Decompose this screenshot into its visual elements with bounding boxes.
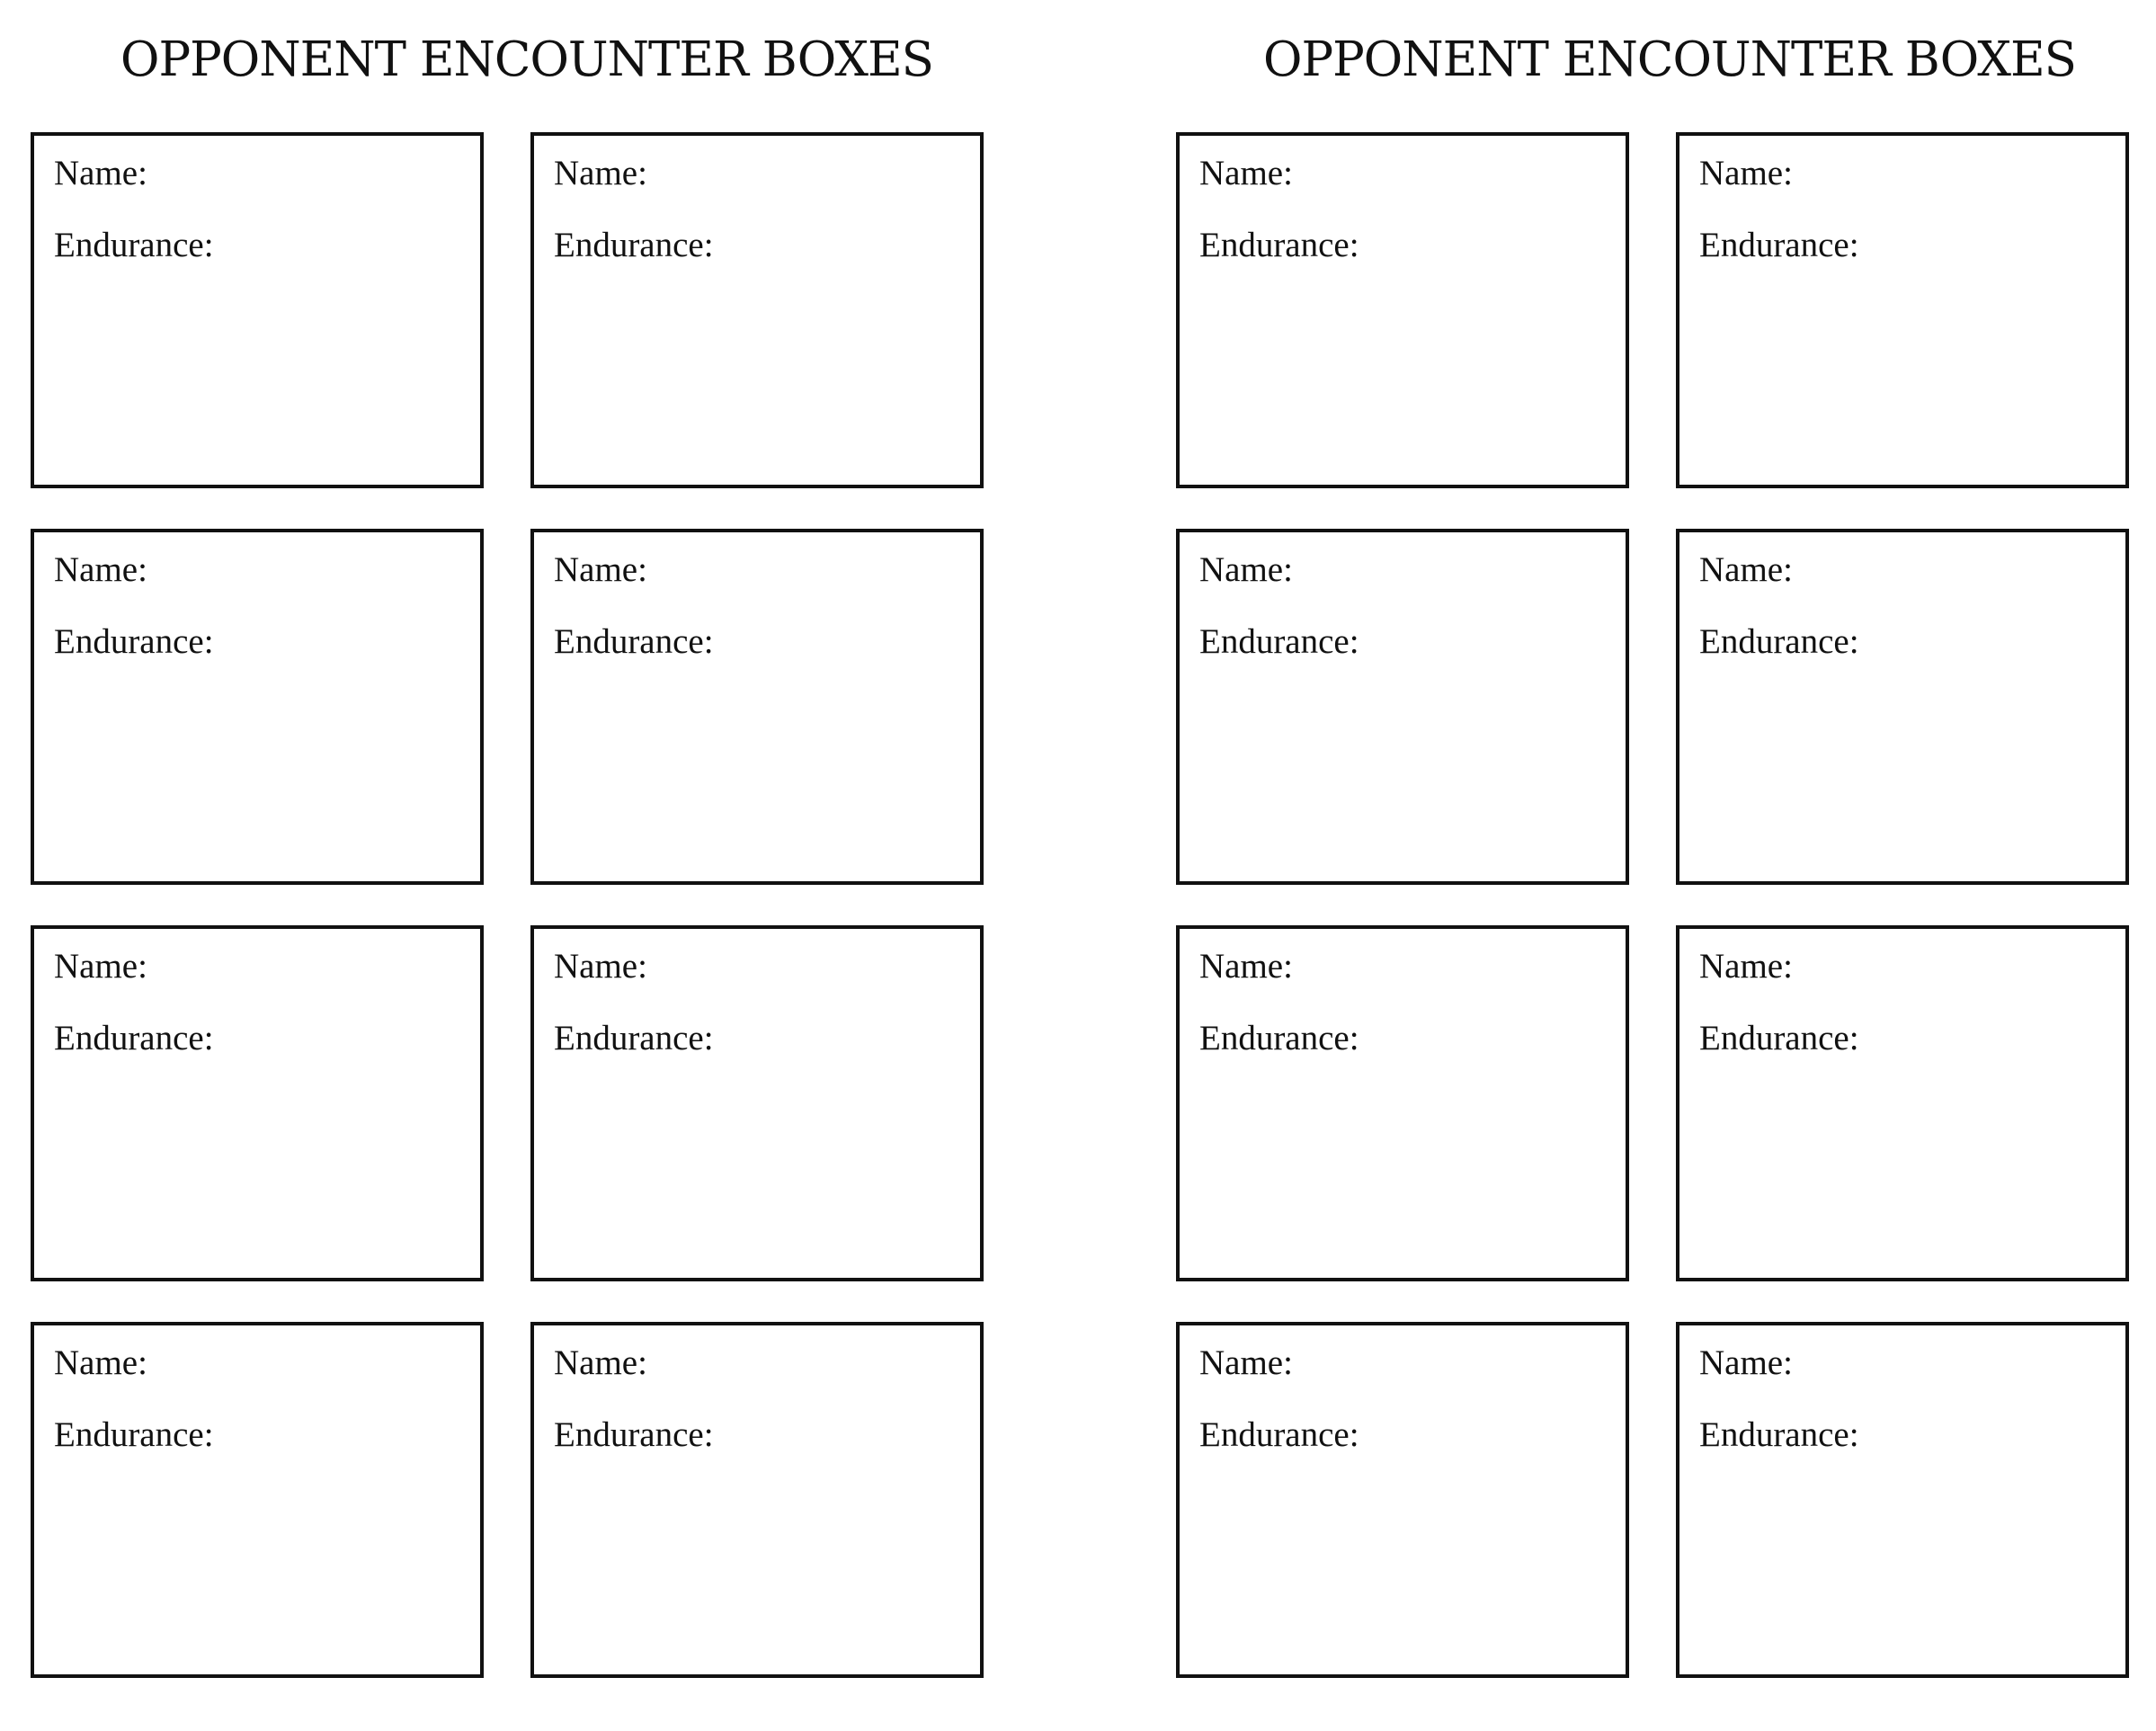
endurance-label: Endurance: bbox=[54, 1415, 214, 1454]
name-label: Name: bbox=[54, 1343, 147, 1382]
name-label: Name: bbox=[1699, 947, 1793, 986]
page-title: OPPONENT ENCOUNTER BOXES bbox=[120, 32, 933, 87]
name-label: Name: bbox=[554, 550, 647, 589]
encounter-box[interactable] bbox=[31, 529, 484, 885]
name-label: Name: bbox=[1199, 1343, 1293, 1382]
endurance-label: Endurance: bbox=[54, 1019, 214, 1057]
encounter-box[interactable] bbox=[31, 925, 484, 1281]
name-label: Name: bbox=[554, 1343, 647, 1382]
endurance-label: Endurance: bbox=[54, 226, 214, 264]
name-label: Name: bbox=[54, 154, 147, 192]
endurance-label: Endurance: bbox=[554, 1415, 714, 1454]
encounter-box[interactable] bbox=[1676, 925, 2129, 1281]
encounter-box[interactable] bbox=[1676, 529, 2129, 885]
encounter-box[interactable] bbox=[1676, 1322, 2129, 1678]
name-label: Name: bbox=[1199, 550, 1293, 589]
encounter-box[interactable] bbox=[1176, 925, 1629, 1281]
encounter-box[interactable] bbox=[530, 529, 984, 885]
encounter-box[interactable] bbox=[1176, 1322, 1629, 1678]
name-label: Name: bbox=[54, 947, 147, 986]
encounter-box[interactable] bbox=[1676, 132, 2129, 488]
endurance-label: Endurance: bbox=[1699, 622, 1859, 661]
endurance-label: Endurance: bbox=[1199, 622, 1359, 661]
name-label: Name: bbox=[1199, 154, 1293, 192]
endurance-label: Endurance: bbox=[1699, 1019, 1859, 1057]
name-label: Name: bbox=[554, 947, 647, 986]
encounter-box[interactable] bbox=[31, 1322, 484, 1678]
encounter-box-grid bbox=[1176, 132, 2129, 1678]
right-page bbox=[1133, 0, 2156, 1731]
endurance-label: Endurance: bbox=[554, 622, 714, 661]
encounter-box[interactable] bbox=[1176, 132, 1629, 488]
name-label: Name: bbox=[54, 550, 147, 589]
encounter-box-grid bbox=[31, 132, 984, 1678]
endurance-label: Endurance: bbox=[1199, 226, 1359, 264]
left-page bbox=[0, 0, 1061, 1731]
encounter-box[interactable] bbox=[530, 925, 984, 1281]
encounter-box[interactable] bbox=[530, 1322, 984, 1678]
name-label: Name: bbox=[1699, 1343, 1793, 1382]
encounter-box[interactable] bbox=[31, 132, 484, 488]
name-label: Name: bbox=[554, 154, 647, 192]
endurance-label: Endurance: bbox=[1699, 226, 1859, 264]
name-label: Name: bbox=[1699, 154, 1793, 192]
page-title: OPPONENT ENCOUNTER BOXES bbox=[1263, 32, 2076, 87]
name-label: Name: bbox=[1199, 947, 1293, 986]
encounter-box[interactable] bbox=[530, 132, 984, 488]
encounter-box[interactable] bbox=[1176, 529, 1629, 885]
endurance-label: Endurance: bbox=[554, 226, 714, 264]
name-label: Name: bbox=[1699, 550, 1793, 589]
endurance-label: Endurance: bbox=[1199, 1019, 1359, 1057]
endurance-label: Endurance: bbox=[554, 1019, 714, 1057]
endurance-label: Endurance: bbox=[1699, 1415, 1859, 1454]
endurance-label: Endurance: bbox=[1199, 1415, 1359, 1454]
endurance-label: Endurance: bbox=[54, 622, 214, 661]
